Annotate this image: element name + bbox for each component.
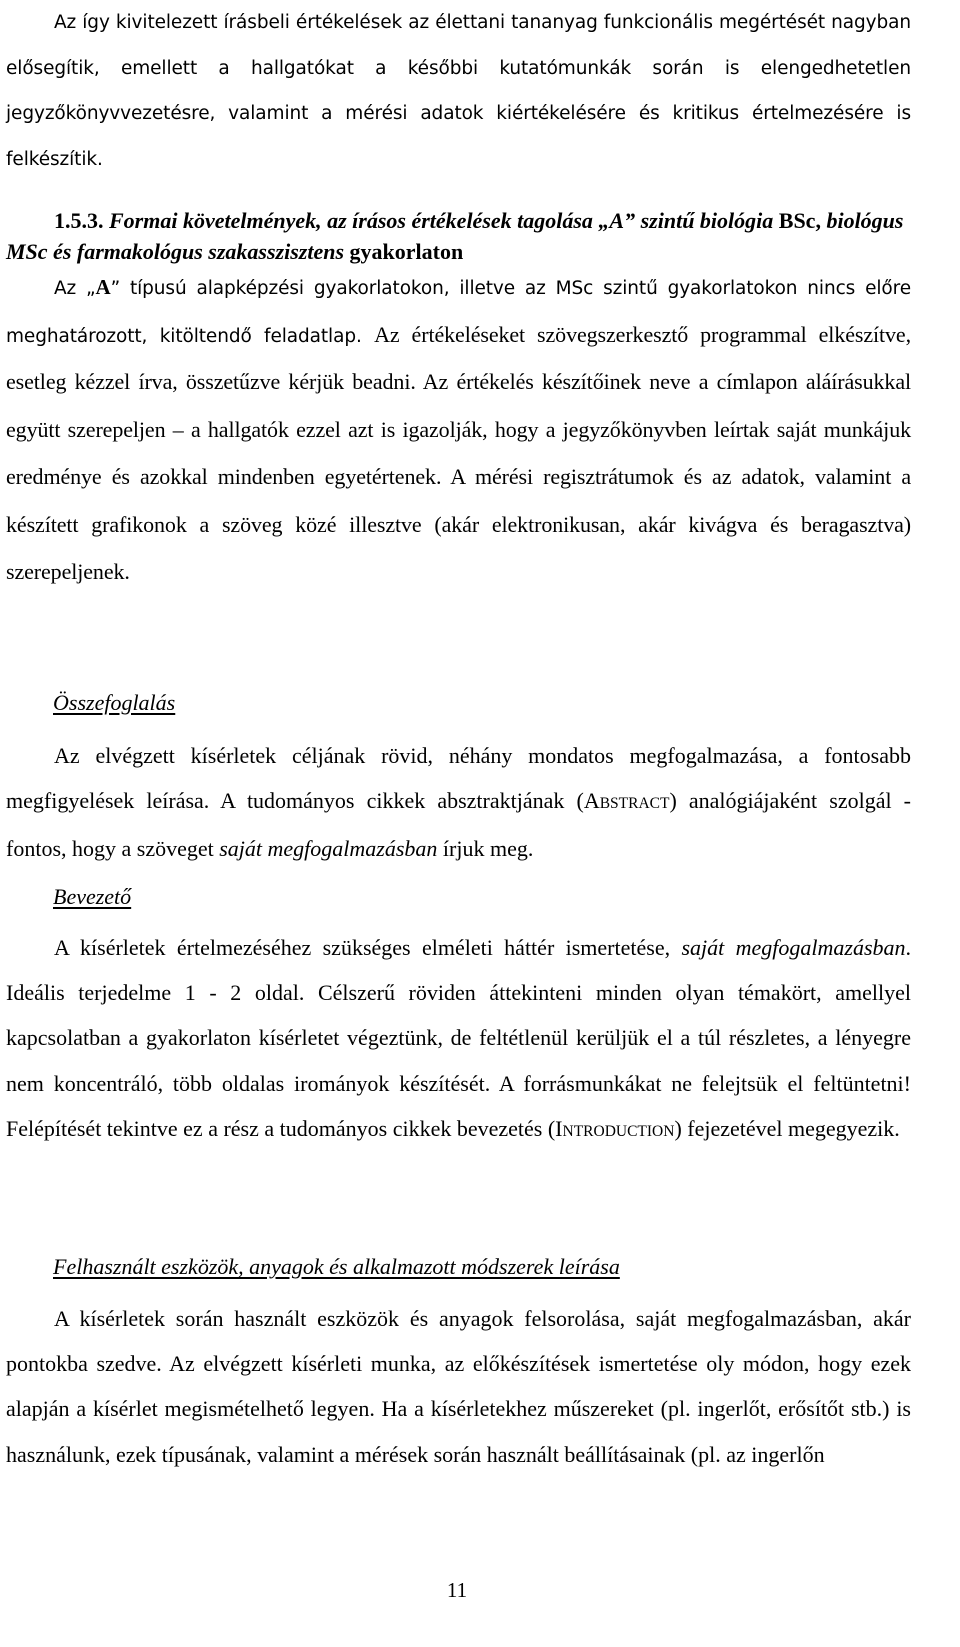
formal-text-2: Az értékeléseket szövegszerkesztő programmal elkészítve, esetleg kézzel írva, összetűzve kérjük beadni. Az értékelés készítőinek neve a címlapon aláírásukkal együtt szerepeljen – a hallgatók ezzel azt is igazolják, hogy a jegyzőkönyvben leírtak saját munkájuk eredménye és azokkal mindenben egyetértenek. A mérési regisztrátumok és az adatok, valamint a készített grafikonok a szöveg közé illesztve (akár elektronikusan, akár kivágva és beragasztva) szerepeljenek. [6, 321, 911, 584]
intro-rest: NTRODUCTION [562, 1122, 675, 1140]
summary-emphasis: saját megfogalmazásban [219, 836, 438, 862]
summary-paragraph [6, 733, 911, 872]
summary-abstract-initial: A [583, 788, 600, 814]
formal-text-1a: Az „ [54, 278, 96, 299]
methods-title: Felhasznált eszközök, anyagok és alkalmazott módszerek leírása [53, 1254, 620, 1279]
intro-initial: I [555, 1115, 563, 1141]
introduction-paragraph [6, 925, 911, 1154]
summary-title: Összefoglalás [53, 690, 176, 715]
formal-requirements-paragraph [6, 265, 911, 597]
section-heading [6, 205, 911, 267]
section-heading-part3: biológus MSc és farmakológus szakasszisztens [6, 208, 904, 264]
summary-text-a: Az elvégzett kísérletek céljának rövid, néhány mondatos megfogalmazása, a fontosabb megfigyelések leírása. A tudományos cikkek absztraktjának ( [6, 743, 911, 814]
intro-paragraph: Az így kivitelezett írásbeli értékelések az élettani tananyag funkcionális megértését nagyban elősegítik, emellett a hallgatókat a későbbi kutatómunkák során is elengedhetetlen jegyzőkönyvvezetésre, valamint a mérési adatok kiértékelésére és kritikus értelmezésére is felkészítik. [6, 12, 911, 170]
methods-paragraph: A kísérletek során használt eszközök és anyagok felsorolása, saját megfogalmazásban, akár pontokba szedve. Az elvégzett kísérleti munka, az előkészítések ismertetése oly módon, hogy ezek alapján a kísérlet megismételhető legyen. Ha a kísérletekhez műszereket (pl. ingerlőt, erősítőt stb.) is használunk, ezek típusának, valamint a mérések során használt beállításainak (pl. az ingerlőn [6, 1306, 911, 1467]
summary-text-b: ) analógiájaként szolgál - fontos, hogy a szöveget [6, 788, 912, 862]
section-heading-part2: BSc, [778, 208, 821, 233]
formal-text-A: A [95, 275, 111, 299]
formal-text-1b: ” típusú alapképzési gyakorlatokon, illetve az MSc szintű gyakorlatokon nincs előre meghatározott, kitöltendő feladatlap. [6, 278, 911, 347]
intro-text-a: A kísérletek értelmezéséhez szükséges elméleti háttér ismertetése, [54, 935, 671, 960]
section-heading-part1: Formai követelmények, az írásos értékelések tagolása „A” szintű biológia [109, 208, 774, 233]
intro-emphasis: saját megfogalmazásban [681, 935, 906, 960]
section-number: 1.5.3. [54, 208, 104, 233]
summary-abstract-rest: BSTRACT [599, 795, 670, 813]
introduction-title: Bevezető [53, 884, 132, 909]
page-number: 11 [446, 1578, 468, 1602]
section-heading-part4: gyakorlaton [349, 239, 464, 264]
intro-text-b: . Ideális terjedelme 1 - 2 oldal. Célszerű röviden áttekinteni minden olyan témakört, amellyel kapcsolatban a gyakorlaton kísérletet végeztünk, de feltétlenül kerüljük el a túl részletes, a lényegre nem koncentráló, több oldalas irományok készítését. A forrásmunkákat ne felejtsük el feltüntetni! Felépítését tekintve ez a rész a tudományos cikkek bevezetés ( [6, 935, 912, 1141]
intro-text-c: ) fejezetével megegyezik. [674, 1115, 900, 1141]
summary-text-c: írjuk meg. [442, 836, 534, 862]
